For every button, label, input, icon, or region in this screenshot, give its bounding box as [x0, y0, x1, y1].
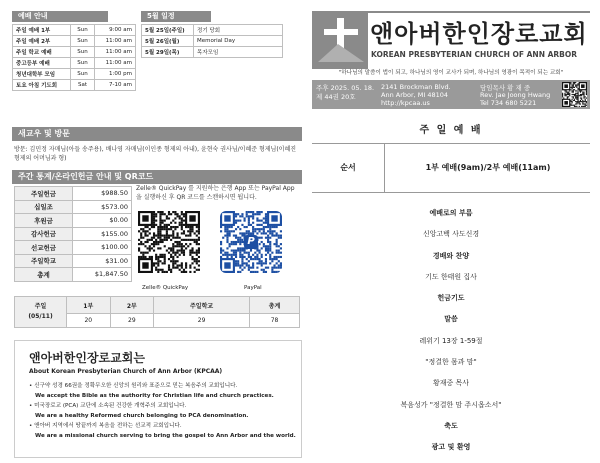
offering-row: [15, 200, 132, 214]
about-box: [14, 340, 302, 458]
schedule-row: [142, 36, 283, 47]
offering-amount: $155.00: [73, 227, 132, 241]
worship-place: Sun: [71, 69, 95, 80]
worship-place: Sun: [71, 58, 95, 69]
paypal-label: PayPal: [244, 285, 262, 291]
may-schedule-header: [141, 11, 211, 22]
offering-amount: $573.00: [73, 200, 132, 214]
about-item-en: We are a missional church serving to bring the gospel to Ann Arbor and the world.: [35, 433, 296, 439]
service-title: 주 일 예 배: [419, 125, 483, 136]
pastor-en: Rev. Jae Joong Hwang: [480, 91, 551, 99]
order-label: 순서: [312, 144, 385, 192]
attendance-header-cell: 1부: [67, 297, 111, 314]
service-item: 축도: [444, 421, 458, 430]
schedule-event: 정기 당회: [194, 25, 283, 36]
service-item: 기도 한태원 집사: [425, 272, 477, 281]
service-item: 신앙고백 사도신경: [422, 230, 480, 239]
offering-label: 선교헌금: [15, 241, 73, 255]
address-line2: Ann Arbor, MI 48104: [381, 91, 449, 99]
worship-time: 11:00 am: [95, 47, 136, 58]
worship-row: [13, 47, 136, 58]
service-list: [312, 203, 590, 459]
attendance-label-date: (05/11): [28, 313, 53, 320]
worship-info-header: [12, 11, 108, 22]
church-name-en: KOREAN PRESBYTERIAN CHURCH OF ANN ARBOR: [371, 50, 578, 59]
about-item-en: We are a healthy Reformed church belonging to PCA denomination.: [35, 413, 249, 419]
schedule-event: Memorial Day: [194, 36, 283, 47]
offering-amount: $1,847.50: [73, 268, 132, 282]
worship-row: [13, 25, 136, 36]
newcomers-title: 새교우 및 방문: [18, 129, 70, 138]
service-item: 헌금기도: [437, 294, 465, 303]
offering-amount: $31.00: [73, 254, 132, 268]
worship-time: 11:00 am: [95, 36, 136, 47]
service-item: 경배와 찬양: [432, 251, 470, 260]
service-order-header: [312, 143, 590, 193]
offering-row: [15, 241, 132, 255]
about-list: [29, 381, 299, 441]
schedule-date: 5월 25일(주일): [142, 25, 194, 36]
attendance-value-cell: 29: [154, 314, 250, 328]
worship-place: Sun: [71, 36, 95, 47]
stats-header: [12, 170, 302, 184]
offering-row: [15, 214, 132, 228]
offering-label: 십일조: [15, 200, 73, 214]
worship-place: Sun: [71, 25, 95, 36]
church-logo: [318, 14, 364, 66]
zelle-qr-code[interactable]: [138, 211, 200, 273]
about-title: 앤아버한인장로교회는: [29, 351, 145, 365]
worship-place: Sun: [71, 47, 95, 58]
offering-row: [15, 227, 132, 241]
offering-amount: $0.00: [73, 214, 132, 228]
about-item-ko: • 미국장로교 (PCA) 교단에 소속된 건강한 개혁주의 교회입니다.: [29, 403, 187, 409]
worship-row: [13, 80, 136, 91]
paypal-logo-icon: P: [244, 235, 258, 249]
church-website[interactable]: http://kpcaa.us: [381, 99, 430, 107]
service-item: 광고 및 환영: [431, 443, 471, 452]
offering-row: [15, 254, 132, 268]
worship-time: 11:00 am: [95, 58, 136, 69]
newcomers-text: 방문: 김민정 자매님(아들 송주용), 배나영 자매님(이인종 형제의 아내), 윤현숙 권사님/이혜준 형제님(이혜진 형제의 어머님과 형): [14, 146, 297, 162]
about-item-ko: • 신구약 성경 66권을 정확무오한 신앙의 원리와 표준으로 믿는 복음주의 교회입니다.: [29, 383, 238, 389]
worship-name: 청년대학부 모임: [13, 69, 71, 80]
church-qr-icon: [562, 82, 587, 107]
worship-name: 주일 학교 예배: [13, 47, 71, 58]
worship-row: [13, 36, 136, 47]
address-line1: 2141 Brockman Blvd.: [381, 83, 451, 91]
stats-title: 주간 통계/온라인헌금 안내 및 QR코드: [18, 172, 154, 181]
worship-time: 7-10 am: [95, 80, 136, 91]
service-item: 말씀: [444, 315, 458, 324]
attendance-value-cell: 20: [67, 314, 111, 328]
offering-label: 총계: [15, 268, 73, 282]
bulletin-number: 제 44권 20호: [316, 93, 356, 101]
paypal-qr-code[interactable]: [220, 211, 282, 273]
worship-place: Sat: [71, 80, 95, 91]
offering-table: [14, 186, 132, 282]
about-item-ko: • 앤아버 지역에서 땅끝까지 복음을 전하는 선교적 교회입니다.: [29, 423, 182, 429]
service-item: 복음성가 "정결한 맘 주시옵소서": [400, 400, 502, 409]
order-value: 1부 예배(9am)/2부 예배(11am): [425, 163, 551, 172]
service-item: 황재중 목사: [432, 379, 470, 388]
attendance-label-sunday: 주일: [34, 303, 47, 310]
schedule-date: 5월 29일(목): [142, 47, 194, 58]
church-name-ko: 앤아버한인장로교회: [370, 20, 588, 48]
service-item: 예배로의 부름: [429, 209, 473, 217]
zelle-label: Zelle® QuickPay: [142, 285, 189, 291]
attendance-value-cell: 78: [250, 314, 300, 328]
may-schedule-table: [141, 24, 283, 58]
church-info-bar: [312, 80, 590, 109]
schedule-event: 목자모임: [194, 47, 283, 58]
attendance-value-cell: 29: [110, 314, 154, 328]
worship-time: 9:00 am: [95, 25, 136, 36]
schedule-date: 5월 26일(월): [142, 36, 194, 47]
schedule-row: [142, 47, 283, 58]
service-item: 레위기 13장 1-59절: [419, 336, 483, 345]
about-subtitle: About Korean Presbyterian Church of Ann Arbor (KPCAA): [29, 368, 223, 375]
worship-name: 중고등부 예배: [13, 58, 71, 69]
offering-amount: $988.50: [73, 187, 132, 201]
attendance-table: [14, 296, 300, 328]
offering-label: 감사헌금: [15, 227, 73, 241]
zelle-instructions: Zelle® QuickPay 를 지원하는 은행 App 또는 PayPal App 을 실행하신 후 QR 코드를 스캔하시면 됩니다.: [136, 185, 295, 201]
worship-info-title: 예배 안내: [18, 12, 48, 20]
offering-label: 후원금: [15, 214, 73, 228]
offering-row: [15, 187, 132, 201]
worship-time: 1:00 pm: [95, 69, 136, 80]
may-schedule-title: 5월 일정: [147, 12, 175, 20]
worship-name: 주일 예배 1부: [13, 25, 71, 36]
worship-info-table: [12, 24, 136, 91]
bulletin-date: 주후 2025. 05. 18.: [316, 84, 375, 92]
offering-amount: $100.00: [73, 241, 132, 255]
church-phone: Tel 734 680 5221: [480, 99, 537, 107]
worship-name: 토요 아침 기도회: [13, 80, 71, 91]
offering-row: [15, 268, 132, 282]
worship-row: [13, 58, 136, 69]
attendance-header-cell: 주일학교: [154, 297, 250, 314]
worship-row: [13, 69, 136, 80]
attendance-header-cell: 2부: [110, 297, 154, 314]
schedule-row: [142, 25, 283, 36]
newcomers-header: [12, 127, 302, 141]
pastor-ko: 담임목사 황 재 중: [480, 84, 531, 92]
worship-name: 주일 예배 2부: [13, 36, 71, 47]
offering-label: 주일학교: [15, 254, 73, 268]
offering-label: 주일헌금: [15, 187, 73, 201]
about-item-en: We accept the Bible as the authority for Christian life and church practices.: [35, 393, 274, 399]
service-item: "정결한 몸과 맘": [425, 358, 477, 367]
attendance-header-cell: 총계: [250, 297, 300, 314]
church-motto: "하나님의 말씀이 법이 되고, 하나님의 영이 교사가 되며, 하나님의 영광이 목적이 되는 교회": [338, 70, 564, 76]
attendance-label: [15, 297, 67, 328]
